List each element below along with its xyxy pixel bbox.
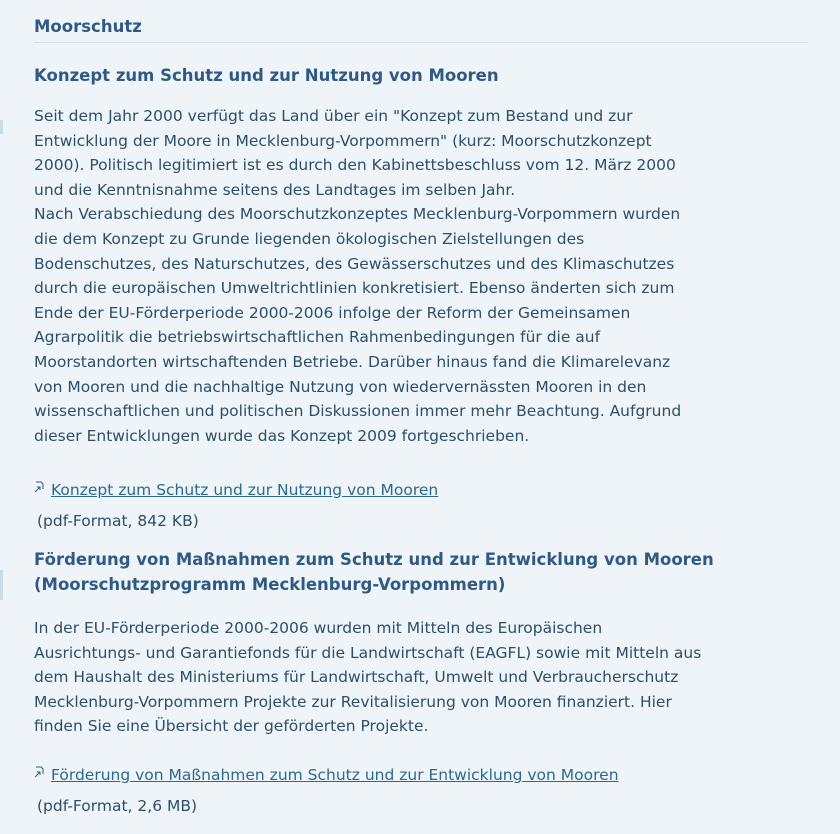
section-foerderung-text (34, 616, 808, 739)
text-line: Mecklenburg-Vorpommern Projekte zur Revitalisierung von Mooren finanziert. Hier (34, 692, 672, 711)
section-heading-konzept: Konzept zum Schutz und zur Nutzung von Mooren (34, 66, 499, 85)
left-edge-decoration (0, 0, 3, 834)
text-line: Nach Verabschiedung des Moorschutzkonzeptes Mecklenburg-Vorpommern wurden (34, 205, 681, 224)
text-line: die dem Konzept zu Grunde liegenden ökologischen Zielstellungen des (34, 229, 585, 248)
text-line: dem Haushalt des Ministeriums für Landwirtschaft, Umwelt und Verbraucherschutz (34, 668, 679, 687)
text-line: Ausrichtungs- und Garantiefonds für die Landwirtschaft (EAGFL) sowie mit Mitteln aus (34, 643, 702, 662)
text-line: und die Kenntnisnahme seitens des Landtages im selben Jahr. (34, 180, 516, 199)
heading-line: Förderung von Maßnahmen zum Schutz und zur Entwicklung von Mooren (34, 550, 714, 569)
text-line: durch die europäischen Umweltrichtlinien konkretisiert. Ebenso änderten sich zum (34, 279, 675, 298)
heading-line: (Moorschutzprogramm Mecklenburg-Vorpommern) (34, 575, 506, 594)
section-konzept-text (34, 104, 804, 448)
pdf-link-konzept[interactable]: Konzept zum Schutz und zur Nutzung von Mooren (51, 481, 439, 499)
text-line: In der EU-Förderperiode 2000-2006 wurden mit Mitteln des Europäischen (34, 619, 603, 637)
text-line: Moorstandorten wirtschaftenden Betriebe. Darüber hinaus fand die Klimarelevanz (34, 352, 671, 371)
pdf-link-foerderung[interactable]: Förderung von Maßnahmen zum Schutz und zur Entwicklung von Mooren (51, 766, 619, 784)
text-line: finden Sie eine Übersicht der geförderten Projekte. (34, 717, 429, 736)
pdf-link-row-foerderung (34, 764, 619, 786)
text-line: wissenschaftlichen und politischen Diskussionen immer mehr Beachtung. Aufgrund (34, 402, 682, 421)
text-line: Ende der EU-Förderperiode 2000-2006 infolge der Reform der Gemeinsamen (34, 303, 631, 322)
external-document-icon (34, 766, 46, 778)
text-line: Seit dem Jahr 2000 verfügt das Land über ein "Konzept zum Bestand und zur (34, 107, 633, 125)
external-document-icon (34, 481, 46, 493)
section-heading-foerderung (34, 547, 714, 597)
main-content (34, 0, 808, 815)
text-line: von Mooren und die nachhaltige Nutzung von wiedervernässten Mooren in den (34, 377, 647, 396)
text-line: 2000). Politisch legitimiert ist es durch den Kabinettsbeschluss vom 12. März 2000 (34, 156, 676, 175)
pdf-meta-konzept: (pdf-Format, 842 KB) (37, 512, 199, 530)
pdf-link-row-konzept (34, 479, 438, 501)
text-line: Entwicklung der Moore in Mecklenburg-Vorpommern" (kurz: Moorschutzkonzept (34, 131, 652, 150)
text-line: dieser Entwicklungen wurde das Konzept 2009 fortgeschrieben. (34, 426, 530, 445)
page-title: Moorschutz (34, 0, 808, 43)
text-line: Bodenschutzes, des Naturschutzes, des Gewässerschutzes und des Klimaschutzes (34, 254, 675, 273)
text-line: Agrarpolitik die betriebswirtschaftlichen Rahmenbedingungen für die auf (34, 328, 601, 347)
pdf-meta-foerderung: (pdf-Format, 2,6 MB) (37, 797, 198, 815)
